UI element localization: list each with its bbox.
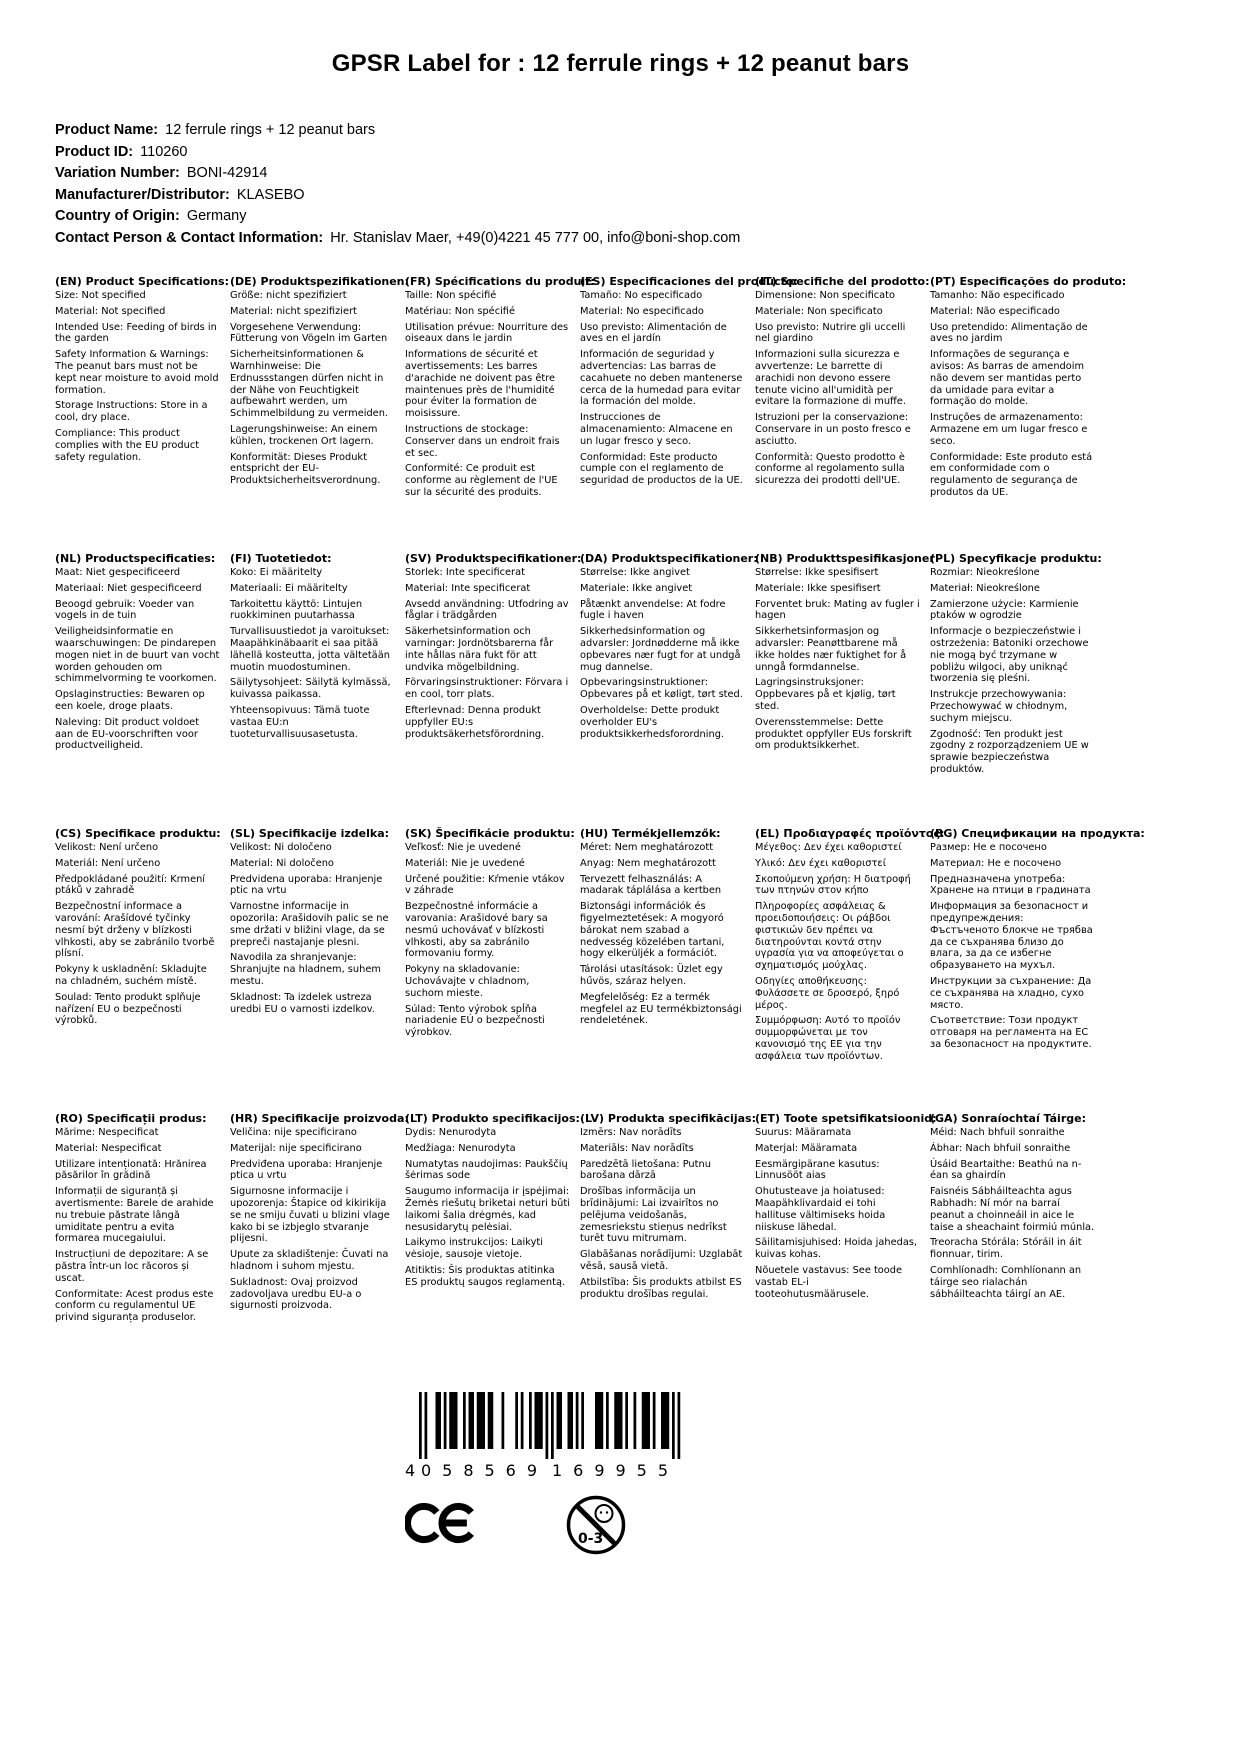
barcode-bar [535,1392,543,1449]
spec-paragraph: Informações de segurança e avisos: As barras de amendoim não devem ser mantidas perto da umidade para evitar a formação do molde. [930,349,1085,408]
spec-paragraph: Инструкции за съхранение: Да се съхранява на хладно, сухо място. [930,975,1092,1011]
spec-paragraph: Sikkerhetsinformasjon og advarsler: Peanøttbarene må ikke holdes nær fuktighet for å unngå formdannelse. [755,626,907,673]
spec-paragraph: Μέγεθος: Δεν έχει καθοριστεί [755,842,902,853]
spec-paragraph: Materjal: Määramata [755,1142,858,1154]
spec-paragraph: Veiligheidsinformatie en waarschuwingen: De pindarepen mogen niet in de buurt van vocht worden gehouden om schimmelvorming te voorkomen. [55,626,220,685]
spec-paragraph: Upute za skladištenje: Čuvati na hladnom i suhom mjestu. [230,1249,389,1272]
spec-paragraph: Conformidad: Este producto cumple con el reglamento de seguridad de productos de la UE. [580,451,743,487]
barcode-bar [672,1392,675,1459]
barcode-bar [576,1392,579,1449]
spec-paragraph: Sukladnost: Ovaj proizvod zadovoljava uredbu EU-a o sigurnosti proizvoda. [230,1276,362,1312]
spec-paragraph: Material: Não especificado [930,305,1060,317]
spec-paragraph: Saugumo informacija ir įspėjimai: Žemės riešutų briketai neturi būti laikomi šalia drėgmės, kad nesusidarytų pelėsiai. [405,1186,570,1233]
spec-paragraph: Efterlevnad: Denna produkt uppfyller EU:s produktsäkerhetsförordning. [405,704,545,740]
spec-paragraph: Glabāšanas norādījumi: Uzglabāt vēsā, sausā vietā. [580,1249,743,1272]
spec-paragraph: Materiāls: Nav norādīts [580,1142,694,1154]
compliance-marks [405,1494,685,1556]
spec-paragraph: Instrucciones de almacenamiento: Almacene en un lugar fresco y seco. [580,412,733,447]
spec-paragraph: Rozmiar: Nieokreślone [930,567,1040,578]
spec-heading: (FI) Tuotetiedot: [230,552,332,565]
spec-paragraph: Určené použitie: Kŕmenie vtákov v záhrade [405,873,565,897]
barcode-bar [425,1392,428,1459]
spec-paragraph: Pokyny k uskladnění: Skladujte na chladném, suchém místě. [55,964,207,987]
spec-block-ro [55,1112,220,1392]
baby-eye-right [606,1511,608,1513]
barcode-bar [469,1392,475,1449]
spec-paragraph: Safety Information & Warnings: The peanut bars must not be kept near moisture to avoid mold formation. [55,349,219,396]
spec-paragraph: Material: nicht spezifiziert [230,305,357,317]
barcode-bar [449,1392,457,1449]
barcode-bar [661,1392,669,1449]
ce-letter-c [408,1506,437,1539]
spec-block-sk [405,827,575,1112]
spec-paragraph: Οδηγίες αποθήκευσης: Φυλάσσετε σε δροσερό, ξηρό μέρος. [755,975,900,1011]
spec-heading: (CS) Specifikace produktu: [55,827,221,840]
spec-paragraph: Instrucțiuni de depozitare: A se păstra într-un loc răcoros și uscat. [55,1249,209,1284]
barcode-bar [436,1392,442,1449]
spec-paragraph: Bezpečnostné informácie a varovania: Arašidové bary sa nesmú uchovávať v blízkosti vlhkosti, aby sa zabránilo formovaniu formy. [405,901,548,960]
spec-paragraph: Dimensione: Non specificato [755,290,896,301]
age-warning-0-3-icon [565,1494,627,1556]
baby-face-icon [596,1505,613,1522]
barcode-digit-group: 058569 [420,1461,549,1480]
spec-paragraph: Ábhar: Nach bhfuil sonraithe [930,1142,1071,1154]
spec-paragraph: Velikost: Ni določeno [230,842,332,853]
barcode-bar [546,1392,549,1459]
spec-paragraph: Размер: Не е посочено [930,842,1047,853]
barcode-numbers [405,1461,681,1480]
spec-paragraph: Съответствие: Този продукт отговаря на регламента на ЕС за безопасност на продуктите. [930,1015,1092,1050]
spec-paragraph: Comhlíonadh: Comhlíonann an táirge seo rialachán sábháilteachta táirgí an AE. [930,1264,1082,1300]
spec-paragraph: Tervezett felhasználás: A madarak táplálása a kertben [580,873,722,897]
spec-paragraph: Informații de siguranță și avertismente: Barele de arahide nu trebuie păstrate lângă umiditate pentru a evita formarea mucegaiului. [55,1186,214,1245]
spec-paragraph: Tárolási utasítások: Üzlet egy hűvös, száraz helyen. [580,964,723,987]
spec-paragraph: Instructions de stockage: Conserver dans un endroit frais et sec. [405,423,560,459]
spec-heading: (SK) Špecifikácie produktu: [405,827,575,840]
spec-paragraph: Påtænkt anvendelse: At fodre fugle i haven [580,598,726,622]
spec-block-pt [930,275,1127,552]
spec-paragraph: Izmērs: Nav norādīts [580,1127,682,1138]
spec-paragraph: Dydis: Nenurodyta [405,1127,497,1138]
product-info-row [55,185,1241,207]
info-value: BONI-42914 [186,165,268,181]
info-label: Variation Number: [55,165,180,181]
spec-block-ga [930,1112,1095,1392]
info-label: Manufacturer/Distributor: [55,186,230,203]
spec-paragraph: Förvaringsinstruktioner: Förvara i en cool, torr plats. [405,677,569,701]
info-label: Country of Origin: [55,208,180,224]
spec-paragraph: Anyag: Nem meghatározott [580,857,716,869]
spec-paragraph: Zgodność: Ten produkt jest zgodny z rozporządzeniem UE w sprawie bezpieczeństwa produktów. [930,728,1089,775]
product-info-row [55,142,1241,164]
spec-paragraph: Predvidena uporaba: Hranjenje ptic na vrtu [230,873,383,897]
info-label: Product Name: [55,122,159,138]
spec-paragraph: Materiaali: Ei määritelty [230,582,348,594]
spec-block-nb [755,552,940,827]
barcode-bar [678,1392,681,1459]
spec-paragraph: Säilytysohjeet: Säilytä kylmässä, kuivassa paikassa. [230,677,391,701]
spec-paragraph: Materiál: Není určeno [55,857,161,869]
barcode-bar [625,1392,628,1449]
spec-paragraph: Ohutusteave ja hoiatused: Maapähklivardaid ei tohi hallituse vältimiseks hoida niiskuse lähedal. [755,1186,886,1233]
spec-paragraph: Materiale: Ikke angivet [580,582,693,594]
spec-paragraph: Material: Ni določeno [230,857,334,869]
spec-paragraph: Varnostne informacije in opozorila: Arašidovih palic se ne sme držati v bližini vlage, da se prepreči nastajanje plesni. [230,901,389,948]
info-label: Product ID: [55,143,134,160]
info-label: Contact Person & Contact Information: [55,229,324,246]
spec-paragraph: Navodila za shranjevanje: Shranjujte na hladnem, suhem mestu. [230,952,381,987]
spec-paragraph: Tamanho: Não especificado [930,290,1065,301]
barcode-bar [614,1392,622,1449]
barcode-bar [634,1392,637,1449]
spec-paragraph: Předpokládané použití: Krmení ptáků v zahradě [55,873,206,897]
spec-block-es [580,275,798,552]
spec-paragraph: Atbilstība: Šis produkts atbilst ES produktu drošības regulai. [580,1276,742,1300]
spec-paragraph: Intended Use: Feeding of birds in the garden [55,321,217,345]
specs-grid [55,275,1241,1392]
spec-paragraph: Storlek: Inte specificerat [405,567,525,578]
spec-block-it [755,275,930,552]
spec-heading: (ET) Toote spetsifikatsioonid: [755,1112,937,1125]
spec-paragraph: Conformità: Questo prodotto è conforme al regolamento sulla sicurezza dei prodotti dell'UE. [755,451,905,487]
barcode-bar [521,1392,524,1449]
spec-heading: (HU) Termékjellemzők: [580,827,721,840]
info-value: KLASEBO [236,186,305,203]
spec-heading: (BG) Спецификации на продукта: [930,827,1145,840]
spec-heading: (RO) Specificații produs: [55,1112,207,1125]
spec-heading: (SL) Specifikacije izdelka: [230,827,390,840]
spec-paragraph: Turvallisuustiedot ja varoitukset: Maapähkinäbaarit ei saa pitää lähellä kosteutta, jotta vältetään muotin muodostuminen. [230,626,390,673]
spec-paragraph: Størrelse: Ikke angivet [580,567,690,578]
spec-paragraph: Säkerhetsinformation och varningar: Jordnötsbarerna får inte hållas nära fukt för att undvika mögelbildning. [405,626,554,673]
spec-paragraph: Uso previsto: Nutrire gli uccelli nel giardino [755,321,906,345]
product-info-row [55,120,1241,142]
spec-heading: (PT) Especificações do produto: [930,275,1127,288]
spec-paragraph: Informations de sécurité et avertissements: Les barres d'arachide ne doivent pas être maintenues près de l'humidité pour éviter la formation de moisissure. [405,349,556,420]
barcode-bar [595,1392,603,1449]
spec-paragraph: Conformidade: Este produto está em conformidade com o regulamento de segurança de produtos da UE. [930,451,1093,498]
product-info-row [55,228,1241,250]
spec-block-hu [580,827,745,1112]
spec-paragraph: Instruções de armazenamento: Armazene em um lugar fresco e seco. [930,412,1088,447]
barcode-bar [419,1392,422,1459]
footer [405,1392,685,1556]
spec-paragraph: Opbevaringsinstruktioner: Opbevares på et køligt, tørt sted. [580,677,743,701]
spec-paragraph: Συμμόρφωση: Αυτό το προϊόν συμμορφώνεται με τον κανονισμό της ΕΕ για την ασφάλεια των προϊόντων. [755,1015,901,1062]
spec-block-bg [930,827,1145,1112]
spec-paragraph: Bezpečnostní informace a varování: Arašídové tyčinky nesmí být drženy v blízkosti vlhkosti, aby se zabránilo tvorbě plísní. [55,901,215,960]
spec-paragraph: Matériau: Non spécifié [405,305,516,317]
spec-paragraph: Overensstemmelse: Dette produktet oppfyller EUs forskrift om produktsikkerhet. [755,716,912,752]
barcode-bar [477,1392,485,1449]
barcode-digit-group: 4 [405,1461,416,1480]
spec-block-da [580,552,758,827]
spec-paragraph: Velikost: Není určeno [55,842,159,853]
barcode-bar [463,1392,466,1449]
spec-heading: (EN) Product Specifications: [55,275,229,288]
spec-heading: (SV) Produktspecifikationer: [405,552,582,565]
spec-heading: (FR) Spécifications du produit: [405,275,595,288]
spec-paragraph: Drošības informācija un brīdinājumi: Lai izvairītos no pelējuma veidošanās, zemesriekstu stieņus nedrīkst turēt tuvu mitrumam. [580,1186,727,1245]
spec-paragraph: Avsedd användning: Utfodring av fåglar i trädgården [405,598,569,622]
spec-paragraph: Utilisation prévue: Nourriture des oiseaux dans le jardin [405,321,569,345]
spec-paragraph: Tamaño: No especificado [580,290,703,301]
spec-paragraph: Material: Not specified [55,305,166,317]
spec-paragraph: Materiaal: Niet gespecificeerd [55,582,202,594]
spec-paragraph: Méret: Nem meghatározott [580,842,714,853]
spec-paragraph: Nõuetele vastavus: See toode vastab EL-i tooteohutusmäärusele. [755,1264,903,1300]
barcode-bar [606,1392,609,1449]
spec-heading: (GA) Sonraíochtaí Táirge: [930,1112,1086,1125]
spec-heading: (LT) Produkto specifikacijos: [405,1112,580,1125]
spec-heading: (NL) Productspecificaties: [55,552,216,565]
product-info [55,120,1241,249]
spec-paragraph: Opslaginstructies: Bewaren op een koele, droge plaats. [55,689,205,712]
info-value: 12 ferrule rings + 12 peanut bars [165,122,376,138]
barcode [405,1392,681,1480]
spec-paragraph: Taille: Non spécifié [405,290,497,301]
spec-paragraph: Treoracha Stórála: Stóráil in áit fionnuar, tirim. [930,1237,1082,1261]
spec-paragraph: Megfelelőség: Ez a termék megfelel az EU termékbiztonsági rendeletének. [580,991,742,1027]
info-value: 110260 [140,143,188,160]
spec-paragraph: Utilizare intenționată: Hrănirea păsărilor în grădină [55,1158,207,1182]
spec-paragraph: Conformitate: Acest produs este conform cu regulamentul UE privind siguranța produselor. [55,1288,214,1324]
spec-paragraph: Paredzētā lietošana: Putnu barošana dārzā [580,1158,711,1182]
spec-block-et [755,1112,937,1392]
spec-paragraph: Vorgesehene Verwendung: Fütterung von Vögeln im Garten [230,321,388,345]
info-value: Germany [186,208,247,224]
spec-paragraph: Faisnéis Sábháilteachta agus Rabhadh: Ní mór na barraí peanut a choinneáil in aice le taise a sheachaint foirmiú múnla. [930,1186,1095,1233]
spec-paragraph: Yhteensopivuus: Tämä tuote vastaa EU:n tuoteturvallisuusasetusta. [230,704,370,740]
barcode-bar [488,1392,494,1449]
spec-paragraph: Zamierzone użycie: Karmienie ptaków w ogrodzie [930,598,1079,622]
barcode-icon [419,1392,681,1460]
spec-paragraph: Biztonsági információk és figyelmeztetések: A mogyoró bárokat nem szabad a nedvesség közelében tartani, hogy elkerüljék a formációt. [580,901,725,960]
info-value: Hr. Stanislav Maer, +49(0)4221 45 777 00, info@boni-shop.com [330,229,741,246]
spec-paragraph: Informazioni sulla sicurezza e avvertenze: Le barrette di arachidi non devono essere tenute vicino all'umidità per evitare la formazione di muffe. [755,349,906,408]
spec-paragraph: Informacje o bezpieczeństwie i ostrzeżenia: Batoniki orzechowe nie mogą być trzymane w pobliżu wilgoci, aby uniknąć tworzenia się pleśni. [930,626,1089,685]
ce-mark-icon [405,1494,479,1552]
spec-block-lv [580,1112,756,1392]
spec-block-pl [930,552,1102,827]
spec-paragraph: Материал: Не е посочено [930,857,1062,869]
spec-paragraph: Veličina: nije specificirano [230,1127,357,1138]
spec-paragraph: Sikkerhedsinformation og advarsler: Jordnødderne må ikke opbevares nær fugt for at undgå mug dannelse. [580,626,741,673]
spec-block-sv [405,552,582,827]
spec-paragraph: Información de seguridad y advertencias: Las barras de cacahuete no deben mantenerse cerca de la humedad para evitar la formación del molde. [580,349,743,408]
spec-paragraph: Conformité: Ce produit est conforme au règlement de l'UE sur la sécurité des produits. [405,463,558,498]
spec-paragraph: Materijal: nije specificirano [230,1142,362,1154]
spec-block-hr [230,1112,409,1392]
spec-block-sl [230,827,395,1112]
spec-block-fr [405,275,595,552]
spec-block-lt [405,1112,580,1392]
spec-paragraph: Size: Not specified [55,290,146,301]
spec-paragraph: Υλικό: Δεν έχει καθοριστεί [755,857,887,869]
spec-paragraph: Σκοπούμενη χρήση: Η διατροφή των πτηνών στον κήπο [755,873,911,897]
spec-paragraph: Größe: nicht spezifiziert [230,290,347,301]
spec-paragraph: Lagringsinstruksjoner: Oppbevares på et kjølig, tørt sted. [755,677,896,712]
spec-paragraph: Mărime: Nespecificat [55,1127,159,1138]
spec-paragraph: Pokyny na skladovanie: Uchovávajte v chladnom, suchom mieste. [405,964,530,999]
barcode-bar [568,1392,574,1449]
spec-paragraph: Istruzioni per la conservazione: Conservare in un posto fresco e asciutto. [755,412,911,447]
spec-paragraph: Информация за безопасност и предупреждения: Фъстъченото блокче не трябва да се съхранява близо до влага, за да се избегне образуването на мухъл. [930,901,1093,972]
spec-paragraph: Storage Instructions: Store in a cool, dry place. [55,400,208,424]
spec-paragraph: Naleving: Dit product voldoet aan de EU-voorschriften voor productveiligheid. [55,716,200,752]
spec-paragraph: Úsáid Beartaithe: Beathú na n-éan sa ghairdín [930,1158,1082,1182]
spec-paragraph: Uso pretendido: Alimentação de aves no jardim [930,321,1088,345]
spec-block-el [755,827,945,1112]
spec-heading: (PL) Specyfikacje produktu: [930,552,1102,565]
barcode-bar [551,1392,554,1459]
spec-paragraph: Predviđena uporaba: Hranjenje ptica u vrtu [230,1158,383,1182]
spec-block-nl [55,552,220,827]
spec-paragraph: Uso previsto: Alimentación de aves en el jardín [580,321,727,345]
barcode-bar [581,1392,584,1449]
spec-paragraph: Maat: Niet gespecificeerd [55,567,181,578]
barcode-bar [653,1392,656,1449]
spec-block-de [230,275,409,552]
spec-paragraph: Materiale: Ikke spesifisert [755,582,881,594]
spec-heading: (HR) Specifikacije proizvoda: [230,1112,409,1125]
barcode-digit-group: 169955 [551,1461,680,1480]
barcode-bar [529,1392,532,1449]
spec-paragraph: Tarkoitettu käyttö: Lintujen ruokkiminen puutarhassa [230,598,363,622]
spec-block-en [55,275,229,552]
age-warning-label: 0-3 [578,1531,604,1547]
product-info-row [55,163,1241,185]
spec-paragraph: Materiale: Non specificato [755,305,883,317]
spec-block-fi [230,552,395,827]
spec-paragraph: Material: No especificado [580,305,704,317]
spec-block-cs [55,827,220,1112]
spec-paragraph: Предназначена употреба: Хранене на птици в градината [930,873,1091,897]
barcode-bar [444,1392,447,1449]
spec-paragraph: Instrukcje przechowywania: Przechowywać w chłodnym, suchym miejscu. [930,689,1068,724]
baby-eye-left [600,1511,602,1513]
spec-paragraph: Konformität: Dieses Produkt entspricht der EU-Produktsicherheitsverordnung. [230,451,381,487]
spec-heading: (ES) Especificaciones del producto: [580,275,798,288]
spec-paragraph: Materiál: Nie je uvedené [405,857,525,869]
spec-paragraph: Atitiktis: Šis produktas atitinka ES produktų saugos reglamentą. [405,1264,566,1288]
spec-paragraph: Numatytas naudojimas: Paukščių šėrimas sode [405,1158,568,1182]
spec-paragraph: Lagerungshinweise: An einem kühlen, trockenen Ort lagern. [230,423,378,447]
spec-paragraph: Medžiaga: Nenurodyta [405,1142,516,1154]
spec-heading: (IT) Specifiche del prodotto: [755,275,930,288]
spec-paragraph: Sicherheitsinformationen & Warnhinweise: Die Erdnussstangen dürfen nicht in der Nähe von Feuchtigkeit aufbewahrt werden, um Schimmelbildung zu vermeiden. [230,349,389,420]
barcode-bar [557,1392,563,1449]
spec-paragraph: Material: Nespecificat [55,1142,162,1154]
spec-heading: (EL) Προδιαγραφές προϊόντος: [755,827,945,840]
barcode-bar [642,1392,650,1449]
spec-paragraph: Compliance: This product complies with the EU product safety regulation. [55,427,200,463]
spec-paragraph: Laikymo instrukcijos: Laikyti vėsioje, sausoje vietoje. [405,1237,543,1261]
spec-paragraph: Koko: Ei määritelty [230,567,323,578]
spec-heading: (NB) Produkttspesifikasjoner: [755,552,940,565]
spec-paragraph: Suurus: Määramata [755,1127,852,1138]
spec-paragraph: Forventet bruk: Mating av fugler i hagen [755,598,920,622]
spec-paragraph: Soulad: Tento produkt splňuje nařízení EU o bezpečnosti výrobků. [55,991,201,1027]
spec-paragraph: Skladnost: Ta izdelek ustreza uredbi EU o varnosti izdelkov. [230,991,375,1015]
spec-heading: (DA) Produktspecifikationer: [580,552,758,565]
spec-paragraph: Materiał: Nieokreślone [930,582,1040,594]
spec-paragraph: Méid: Nach bhfuil sonraithe [930,1127,1065,1138]
spec-paragraph: Súlad: Tento výrobok spĺňa nariadenie EÚ o bezpečnosti výrobkov. [405,1003,545,1039]
barcode-bar [515,1392,518,1449]
spec-heading: (DE) Produktspezifikationen: [230,275,409,288]
spec-paragraph: Overholdelse: Dette produkt overholder EU's produktsikkerhedsforordning. [580,704,725,740]
spec-paragraph: Πληροφορίες ασφάλειας & προειδοποιήσεις: Οι ράβδοι φιστικιών δεν πρέπει να διατηρούνται κοντά στην υγρασία για να αποφεύγεται ο σχηματισμός μούχλας. [755,901,904,972]
spec-paragraph: Säilitamisjuhised: Hoida jahedas, kuivas kohas. [755,1237,918,1261]
spec-paragraph: Beoogd gebruik: Voeder van vogels in de tuin [55,598,195,622]
product-info-row [55,206,1241,228]
page-title: GPSR Label for : 12 ferrule rings + 12 peanut bars [331,50,910,77]
spec-paragraph: Veľkosť: Nie je uvedené [405,842,521,853]
spec-heading: (LV) Produkta specifikācijas: [580,1112,756,1125]
spec-paragraph: Sigurnosne informacije i upozorenja: Štapice od kikirikija se ne smiju čuvati u blizini vlage kako bi se izbjeglo stvaranje plijesni. [230,1186,390,1245]
spec-paragraph: Størrelse: Ikke spesifisert [755,567,879,578]
barcode-bar [502,1392,505,1449]
spec-paragraph: Eesmärgipärane kasutus: Linnusööt aias [755,1158,880,1182]
spec-paragraph: Material: Inte specificerat [405,582,531,594]
